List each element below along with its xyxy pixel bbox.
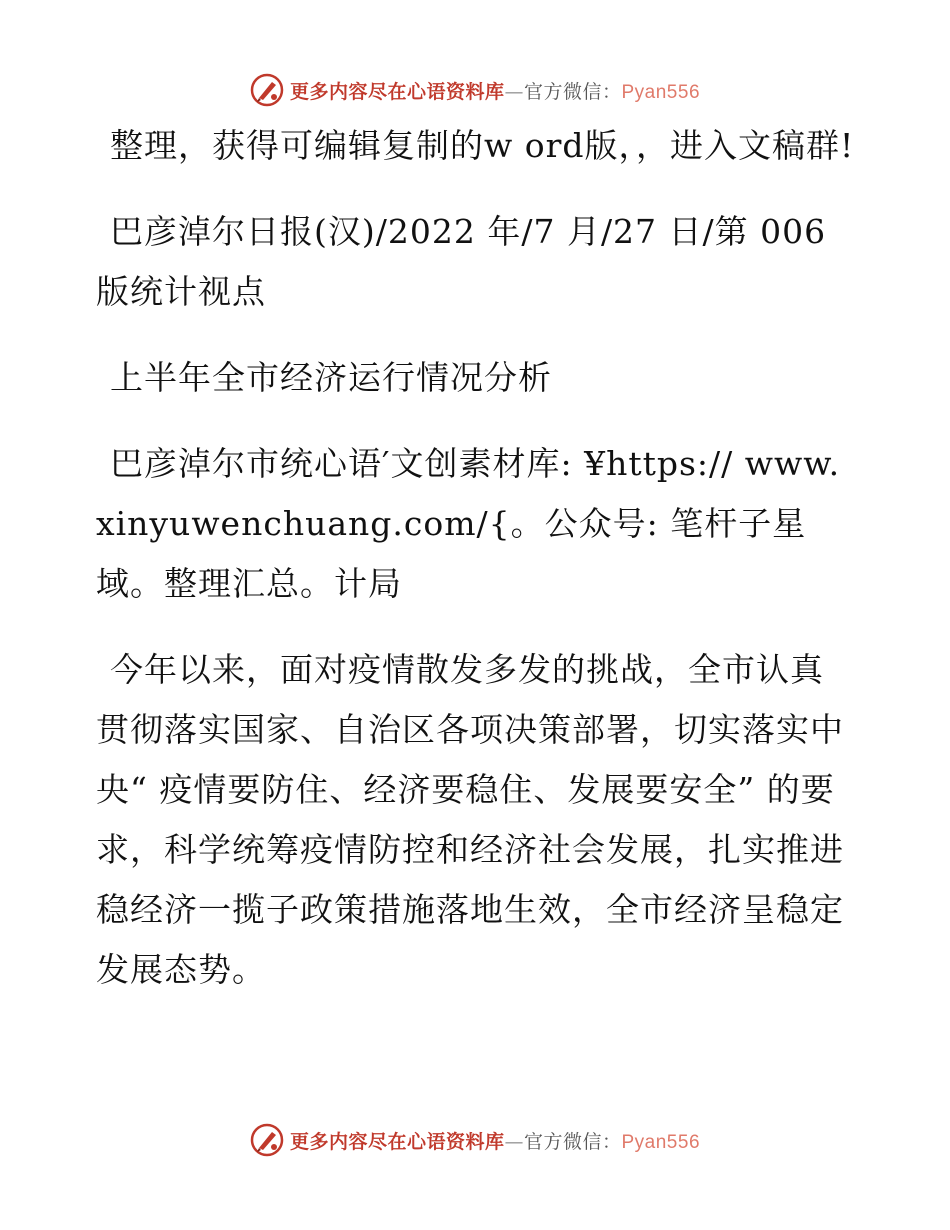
header-wechat-account: Pyan556: [621, 81, 701, 103]
quill-pen-icon: [250, 1123, 284, 1157]
footer-brand-line: [290, 1127, 700, 1154]
paragraph-source: 巴彦淖尔日报(汉)/2022 年/7 月/27 日/第 006 版统计视点: [96, 212, 827, 311]
paragraph-author: 巴彦淖尔市统心语′文创素材库: ¥https:// www.xinyuwenchuang.com/{。公众号: 笔杆子星域。整理汇总。计局: [96, 444, 841, 603]
footer-brand-text: 更多内容尽在心语资料库: [289, 1130, 505, 1153]
paragraph-intro: 整理，获得可编辑复制的w ord版，，进入文稿群!: [110, 126, 855, 165]
footer-separator: —: [504, 1130, 524, 1153]
paragraph-title: 上半年全市经济运行情况分析: [110, 358, 552, 397]
page-footer-banner: [0, 1120, 950, 1160]
footer-wechat-label: 官方微信：: [523, 1130, 622, 1153]
header-brand-line: [290, 77, 700, 104]
header-separator: —: [504, 80, 524, 103]
footer-wechat-account: Pyan556: [621, 1131, 701, 1153]
quill-pen-icon: [250, 73, 284, 107]
page-header-banner: [0, 70, 950, 110]
document-body: [96, 116, 856, 1026]
header-brand-text: 更多内容尽在心语资料库: [289, 80, 505, 103]
header-wechat-label: 官方微信：: [523, 80, 622, 103]
paragraph-body: 今年以来，面对疫情散发多发的挑战，全市认真贯彻落实国家、自治区各项决策部署，切实落实中央“ 疫情要防住、经济要稳住、发展要安全” 的要求，科学统筹疫情防控和经济社会发展，扎实推进稳经济一揽子政策措施落地生效，全市经济呈稳定发展态势。: [96, 650, 844, 989]
